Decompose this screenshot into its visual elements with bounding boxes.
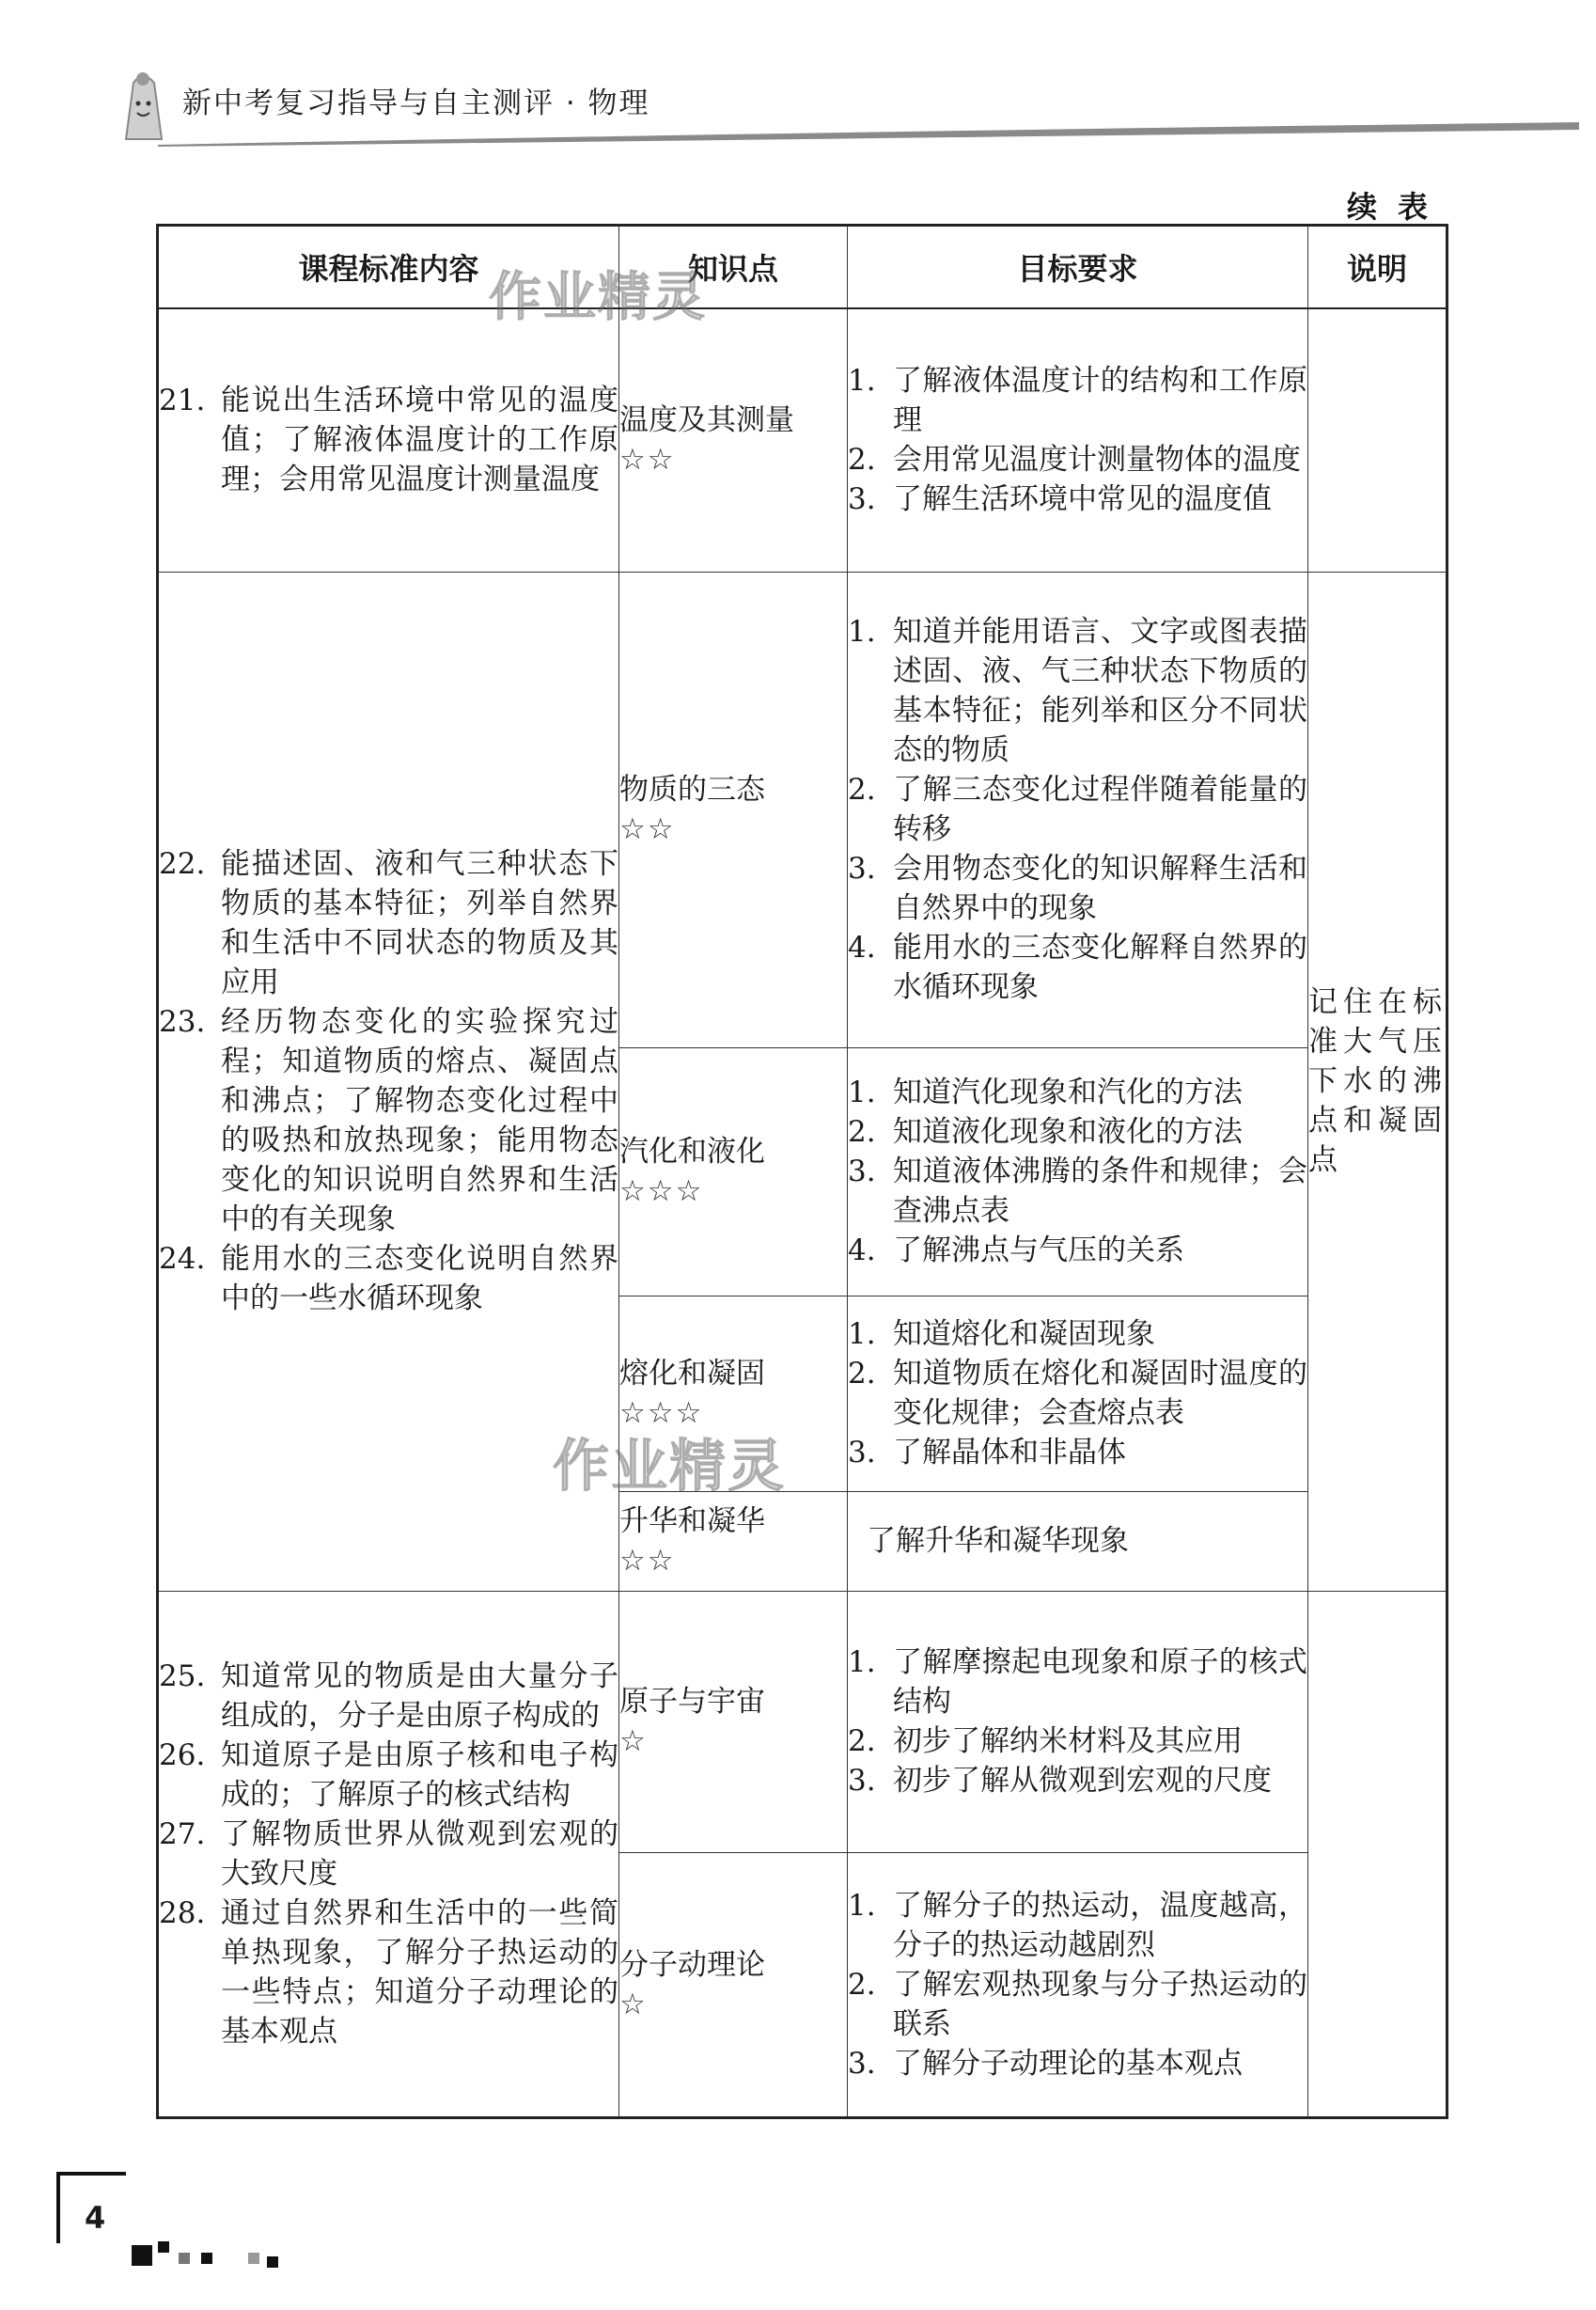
note-cell (1308, 1591, 1447, 2117)
standard-item: 23. 经历物态变化的实验探究过程；知道物质的熔点、凝固点和沸点；了解物态变化过程中的吸热和放热现象；能用物态变化的知识说明自然界和生活中的有关现象 (159, 1005, 618, 1236)
goal-cell (848, 1047, 1308, 1296)
difficulty-stars: ☆☆ (619, 1544, 676, 1578)
page-number: 4 (85, 2200, 106, 2236)
knowledge-cell: 温度及其测量 ☆☆ (619, 308, 848, 572)
goal-item: 3. 了解分子动理论的基本观点 (848, 2046, 1243, 2081)
col-header-standard: 课程标准内容 (158, 226, 619, 309)
goal-cell (848, 1591, 1308, 1852)
knowledge-cell: 熔化和凝固 ☆☆☆ (619, 1296, 848, 1491)
goal-item: 了解升华和凝华现象 (867, 1524, 1129, 1558)
goal-item: 3. 知道液体沸腾的条件和规律；会查沸点表 (848, 1155, 1307, 1228)
difficulty-stars: ☆☆ (619, 812, 676, 846)
goal-item: 1. 知道熔化和凝固现象 (848, 1317, 1155, 1351)
standard-item: 22. 能描述固、液和气三种状态下物质的基本特征；列举自然界和生活中不同状态的物质及其应用 (159, 847, 618, 999)
difficulty-stars: ☆☆ (619, 443, 676, 478)
col-header-knowledge: 知识点 (619, 226, 848, 309)
difficulty-stars: ☆☆☆ (619, 1174, 704, 1208)
goal-cell (848, 572, 1308, 1047)
watermark: 作业精灵 (489, 267, 707, 328)
knowledge-cell: 物质的三态 ☆☆ (619, 572, 848, 1047)
goal-item: 4. 能用水的三态变化解释自然界的水循环现象 (848, 931, 1307, 1004)
goal-item: 3. 初步了解从微观到宏观的尺度 (848, 1764, 1272, 1798)
difficulty-stars: ☆ (619, 1987, 648, 2021)
standard-item: 27. 了解物质世界从微观到宏观的大致尺度 (159, 1816, 618, 1891)
table-header-row (158, 226, 1447, 309)
table-row (158, 1591, 1447, 1852)
knowledge-cell: 分子动理论 ☆ (619, 1852, 848, 2117)
continued-label: 续表 (1346, 189, 1448, 225)
goal-cell (848, 1296, 1308, 1491)
goal-item: 2. 会用常见温度计测量物体的温度 (848, 443, 1301, 478)
col-header-goals: 目标要求 (848, 226, 1308, 309)
standard-item: 21. 能说出生活环境中常见的温度值；了解液体温度计的工作原理；会用常见温度计测量温度 (159, 384, 618, 497)
knowledge-cell: 升华和凝华 ☆☆ (619, 1491, 848, 1591)
note-cell: 记住在标准大气压下水的沸点和凝固点 (1308, 572, 1447, 1591)
standard-cell (158, 1591, 619, 2117)
goal-item: 2. 知道物质在熔化和凝固时温度的变化规律；会查熔点表 (848, 1357, 1307, 1430)
standard-cell (158, 572, 619, 1591)
goal-cell (848, 1491, 1308, 1591)
goal-item: 3. 会用物态变化的知识解释生活和自然界中的现象 (848, 852, 1307, 925)
watermark: 作业精灵 (553, 1434, 786, 1500)
page-header (113, 66, 1579, 150)
goal-cell (848, 1852, 1308, 2117)
goal-item: 1. 知道并能用语言、文字或图表描述固、液、气三种状态下物质的基本特征；能列举和区分不同状态的物质 (848, 615, 1307, 767)
standard-item: 26. 知道原子是由原子核和电子构成的；了解原子的核式结构 (159, 1737, 618, 1812)
note-cell (1308, 308, 1447, 572)
decorative-squares-icon (132, 2241, 320, 2270)
table-row (158, 308, 1447, 572)
standard-item: 28. 通过自然界和生活中的一些简单热现象，了解分子热运动的一些特点；知道分子动理论的基本观点 (159, 1895, 618, 2049)
goal-item: 3. 了解晶体和非晶体 (848, 1436, 1126, 1469)
table-row (158, 572, 1447, 1047)
goal-item: 1. 了解摩擦起电现象和原子的核式结构 (848, 1645, 1307, 1719)
goal-item: 1. 了解液体温度计的结构和工作原理 (848, 364, 1307, 438)
goal-item: 1. 了解分子的热运动，温度越高，分子的热运动越剧烈 (848, 1888, 1307, 1962)
col-header-notes: 说明 (1308, 226, 1447, 309)
goal-item: 4. 了解沸点与气压的关系 (848, 1234, 1184, 1267)
goal-item: 2. 了解三态变化过程伴随着能量的转移 (848, 773, 1307, 846)
standard-item: 25. 知道常见的物质是由大量分子组成的，分子是由原子构成的 (159, 1658, 618, 1733)
page-footer (56, 2172, 320, 2275)
goal-cell (848, 308, 1308, 572)
goal-item: 3. 了解生活环境中常见的温度值 (848, 482, 1272, 517)
header-title: 新中考复习指导与自主测评 · 物理 (182, 86, 650, 120)
goal-item: 2. 初步了解纳米材料及其应用 (848, 1724, 1243, 1758)
knowledge-cell: 原子与宇宙 ☆ (619, 1591, 848, 1852)
difficulty-stars: ☆☆☆ (619, 1396, 704, 1430)
standard-item: 24. 能用水的三态变化说明自然界中的一些水循环现象 (159, 1242, 618, 1315)
curriculum-table (156, 224, 1448, 2119)
header-rule (158, 118, 1579, 147)
goal-item: 1. 知道汽化现象和汽化的方法 (848, 1076, 1243, 1109)
knowledge-cell: 汽化和液化 ☆☆☆ (619, 1047, 848, 1296)
difficulty-stars: ☆ (619, 1724, 648, 1758)
goal-item: 2. 了解宏观热现象与分子热运动的联系 (848, 1967, 1307, 2041)
standard-cell (158, 308, 619, 572)
goal-item: 2. 知道液化现象和液化的方法 (848, 1115, 1243, 1149)
